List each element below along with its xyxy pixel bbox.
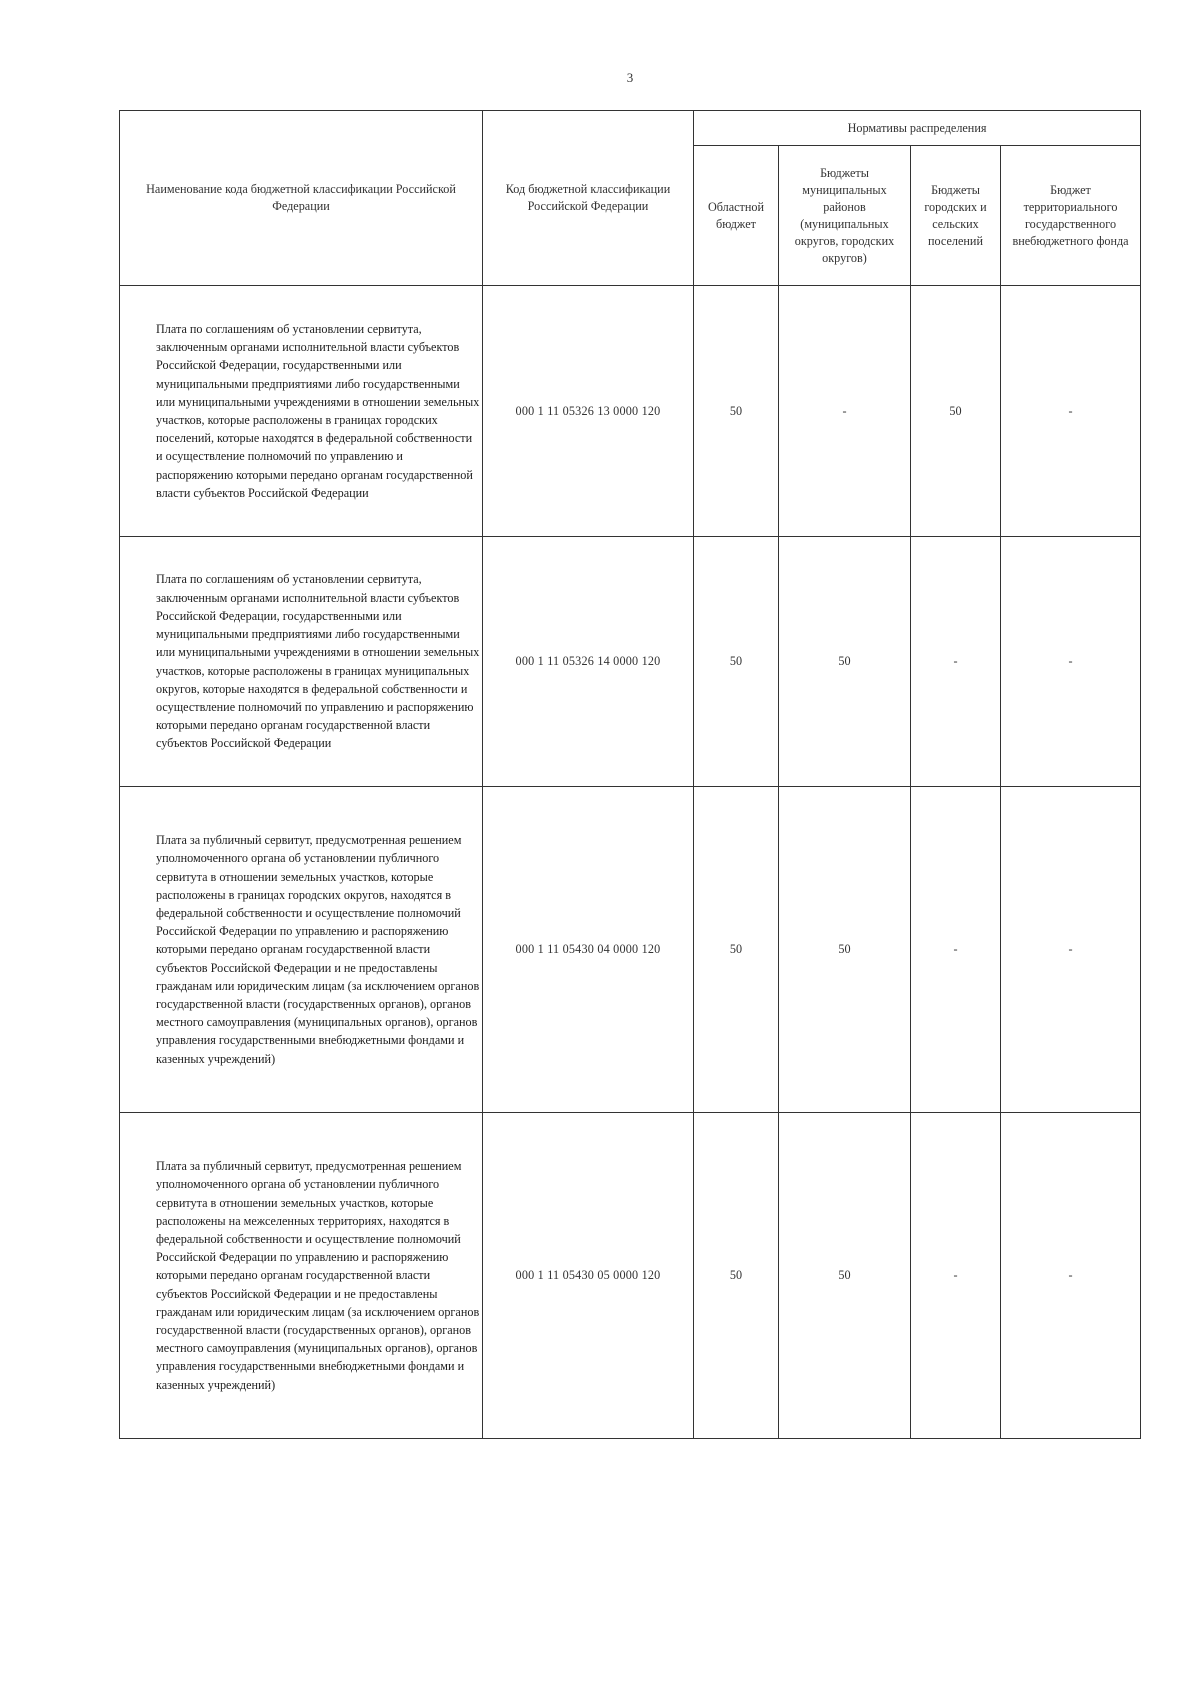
row-name: Плата по соглашениям об установлении сервитута, заключенным органами исполнительной власти субъектов Российской Федерации, государственными или муниципальными предприятиями либо государственными или муниципальными учреждениями в отношении земельных участков, которые расположены в границах муниципальных округов, которые находятся в федеральной собственности и осуществление полномочий по управлению и распоряжению которыми передано органам государственной власти субъектов Российской Федерации: [120, 537, 483, 787]
row-name: Плата по соглашениям об установлении сервитута, заключенным органами исполнительной власти субъектов Российской Федерации, государственными или муниципальными предприятиями либо государственными или муниципальными учреждениями в отношении земельных участков, которые расположены в границах городских поселений, которые находятся в федеральной собственности и осуществление полномочий по управлению и распоряжению которыми передано органам государственной власти субъектов Российской Федерации: [120, 286, 483, 537]
table-row: [120, 537, 1141, 787]
row-regional-value: 50: [694, 286, 779, 537]
row-regional-value: 50: [694, 787, 779, 1113]
row-territorial-fund-value: -: [1001, 787, 1141, 1113]
row-code: 000 1 11 05326 13 0000 120: [483, 286, 694, 537]
row-settlements-value: -: [911, 537, 1001, 787]
table-row: [120, 787, 1141, 1113]
row-name: Плата за публичный сервитут, предусмотренная решением уполномоченного органа об установлении публичного сервитута в отношении земельных участков, которые расположены на межселенных территориях, находятся в федеральной собственности и осуществление полномочий Российской Федерации по управлению и распоряжению которыми передано органам государственной власти субъектов Российской Федерации и не предоставлены гражданам или юридическим лицам (за исключением органов государственной власти (государственных органов), органов местного самоуправления (муниципальных органов), органов управления государственными внебюджетными фондами и казенных учреждений): [120, 1113, 483, 1439]
header-distribution-group: Нормативы распределения: [694, 111, 1141, 146]
row-regional-value: 50: [694, 537, 779, 787]
header-municipal-districts-budget: Бюджеты муниципальных районов (муниципальных округов, городских округов): [779, 146, 911, 286]
row-settlements-value: -: [911, 787, 1001, 1113]
row-territorial-fund-value: -: [1001, 1113, 1141, 1439]
header-name-column: Наименование кода бюджетной классификации Российской Федерации: [120, 111, 483, 286]
row-name: Плата за публичный сервитут, предусмотренная решением уполномоченного органа об установлении публичного сервитута в отношении земельных участков, которые расположены в границах городских округов, находятся в федеральной собственности и осуществление полномочий Российской Федерации по управлению и распоряжению которыми передано органам государственной власти субъектов Российской Федерации и не предоставлены гражданам или юридическим лицам (за исключением органов государственной власти (государственных органов), органов местного самоуправления (муниципальных органов), органов управления государственными внебюджетными фондами и казенных учреждений): [120, 787, 483, 1113]
header-regional-budget: Областной бюджет: [694, 146, 779, 286]
row-municipal-districts-value: 50: [779, 537, 911, 787]
row-code: 000 1 11 05326 14 0000 120: [483, 537, 694, 787]
header-settlements-budget: Бюджеты городских и сельских поселений: [911, 146, 1001, 286]
row-settlements-value: 50: [911, 286, 1001, 537]
header-territorial-fund-budget: Бюджет территориального государственного внебюджетного фонда: [1001, 146, 1141, 286]
row-territorial-fund-value: -: [1001, 286, 1141, 537]
page-number: 3: [626, 70, 634, 85]
row-settlements-value: -: [911, 1113, 1001, 1439]
row-municipal-districts-value: 50: [779, 787, 911, 1113]
row-municipal-districts-value: -: [779, 286, 911, 537]
row-territorial-fund-value: -: [1001, 537, 1141, 787]
table-row: [120, 1113, 1141, 1439]
row-code: 000 1 11 05430 05 0000 120: [483, 1113, 694, 1439]
budget-distribution-table: [119, 110, 1141, 1439]
header-code-column: Код бюджетной классификации Российской Федерации: [483, 111, 694, 286]
row-municipal-districts-value: 50: [779, 1113, 911, 1439]
row-regional-value: 50: [694, 1113, 779, 1439]
row-code: 000 1 11 05430 04 0000 120: [483, 787, 694, 1113]
table-row: [120, 286, 1141, 537]
